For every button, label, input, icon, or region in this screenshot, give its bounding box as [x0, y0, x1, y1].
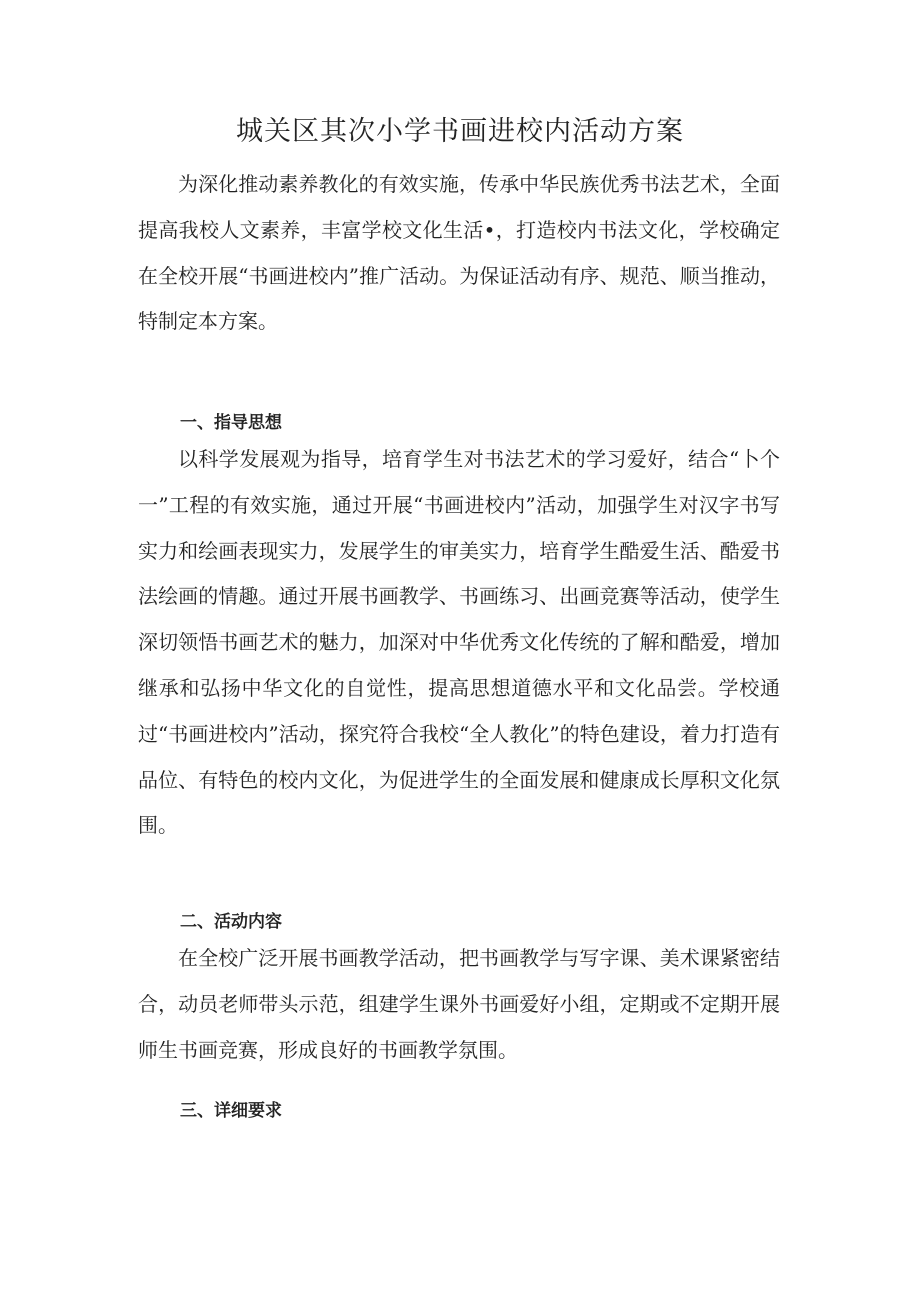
section-body-activity-content: 在全校广泛开展书画教学活动，把书画教学与写字课、美术课紧密结合，动员老师带头示范，组建学生课外书画爱好小组，定期或不定期开展师生书画竞赛，形成良好的书画教学氛围。 [138, 946, 780, 1062]
section-heading-detailed-requirements: 三、详细要求 [180, 1101, 282, 1121]
document-title: 城关区其次小学书画进校内活动方案 [236, 116, 684, 147]
section-heading-guiding-ideology: 一、指导思想 [180, 413, 282, 433]
section-body-guiding-ideology: 以科学发展观为指导，培育学生对书法艺术的学习爱好，结合“卜个一”工程的有效实施，通过开展“书画进校内”活动，加强学生对汉字书写实力和绘画表现实力，发展学生的审美实力，培育学生酷爱生活、酷爱书法绘画的情趣。通过开展书画教学、书画练习、出画竞赛等活动，使学生深切领悟书画艺术的魅力，加深对中华优秀文化传统的了解和酷爱，增加继承和弘扬中华文化的自觉性，提高思想道德水平和文化品尝。学校通过“书画进校内”活动，探究符合我校“全人教化”的特色建设，着力打造有品位、有特色的校内文化，为促进学生的全面发展和健康成长厚积文化氛围。 [138, 447, 780, 838]
section-heading-activity-content: 二、活动内容 [180, 912, 282, 932]
intro-paragraph: 为深化推动素养教化的有效实施，传承中华民族优秀书法艺术，全面提高我校人文素养，丰富学校文化生活•，打造校内书法文化，学校确定在全校开展“书画进校内”推广活动。为保证活动有序、规范、顺当推动，特制定本方案。 [138, 172, 780, 334]
